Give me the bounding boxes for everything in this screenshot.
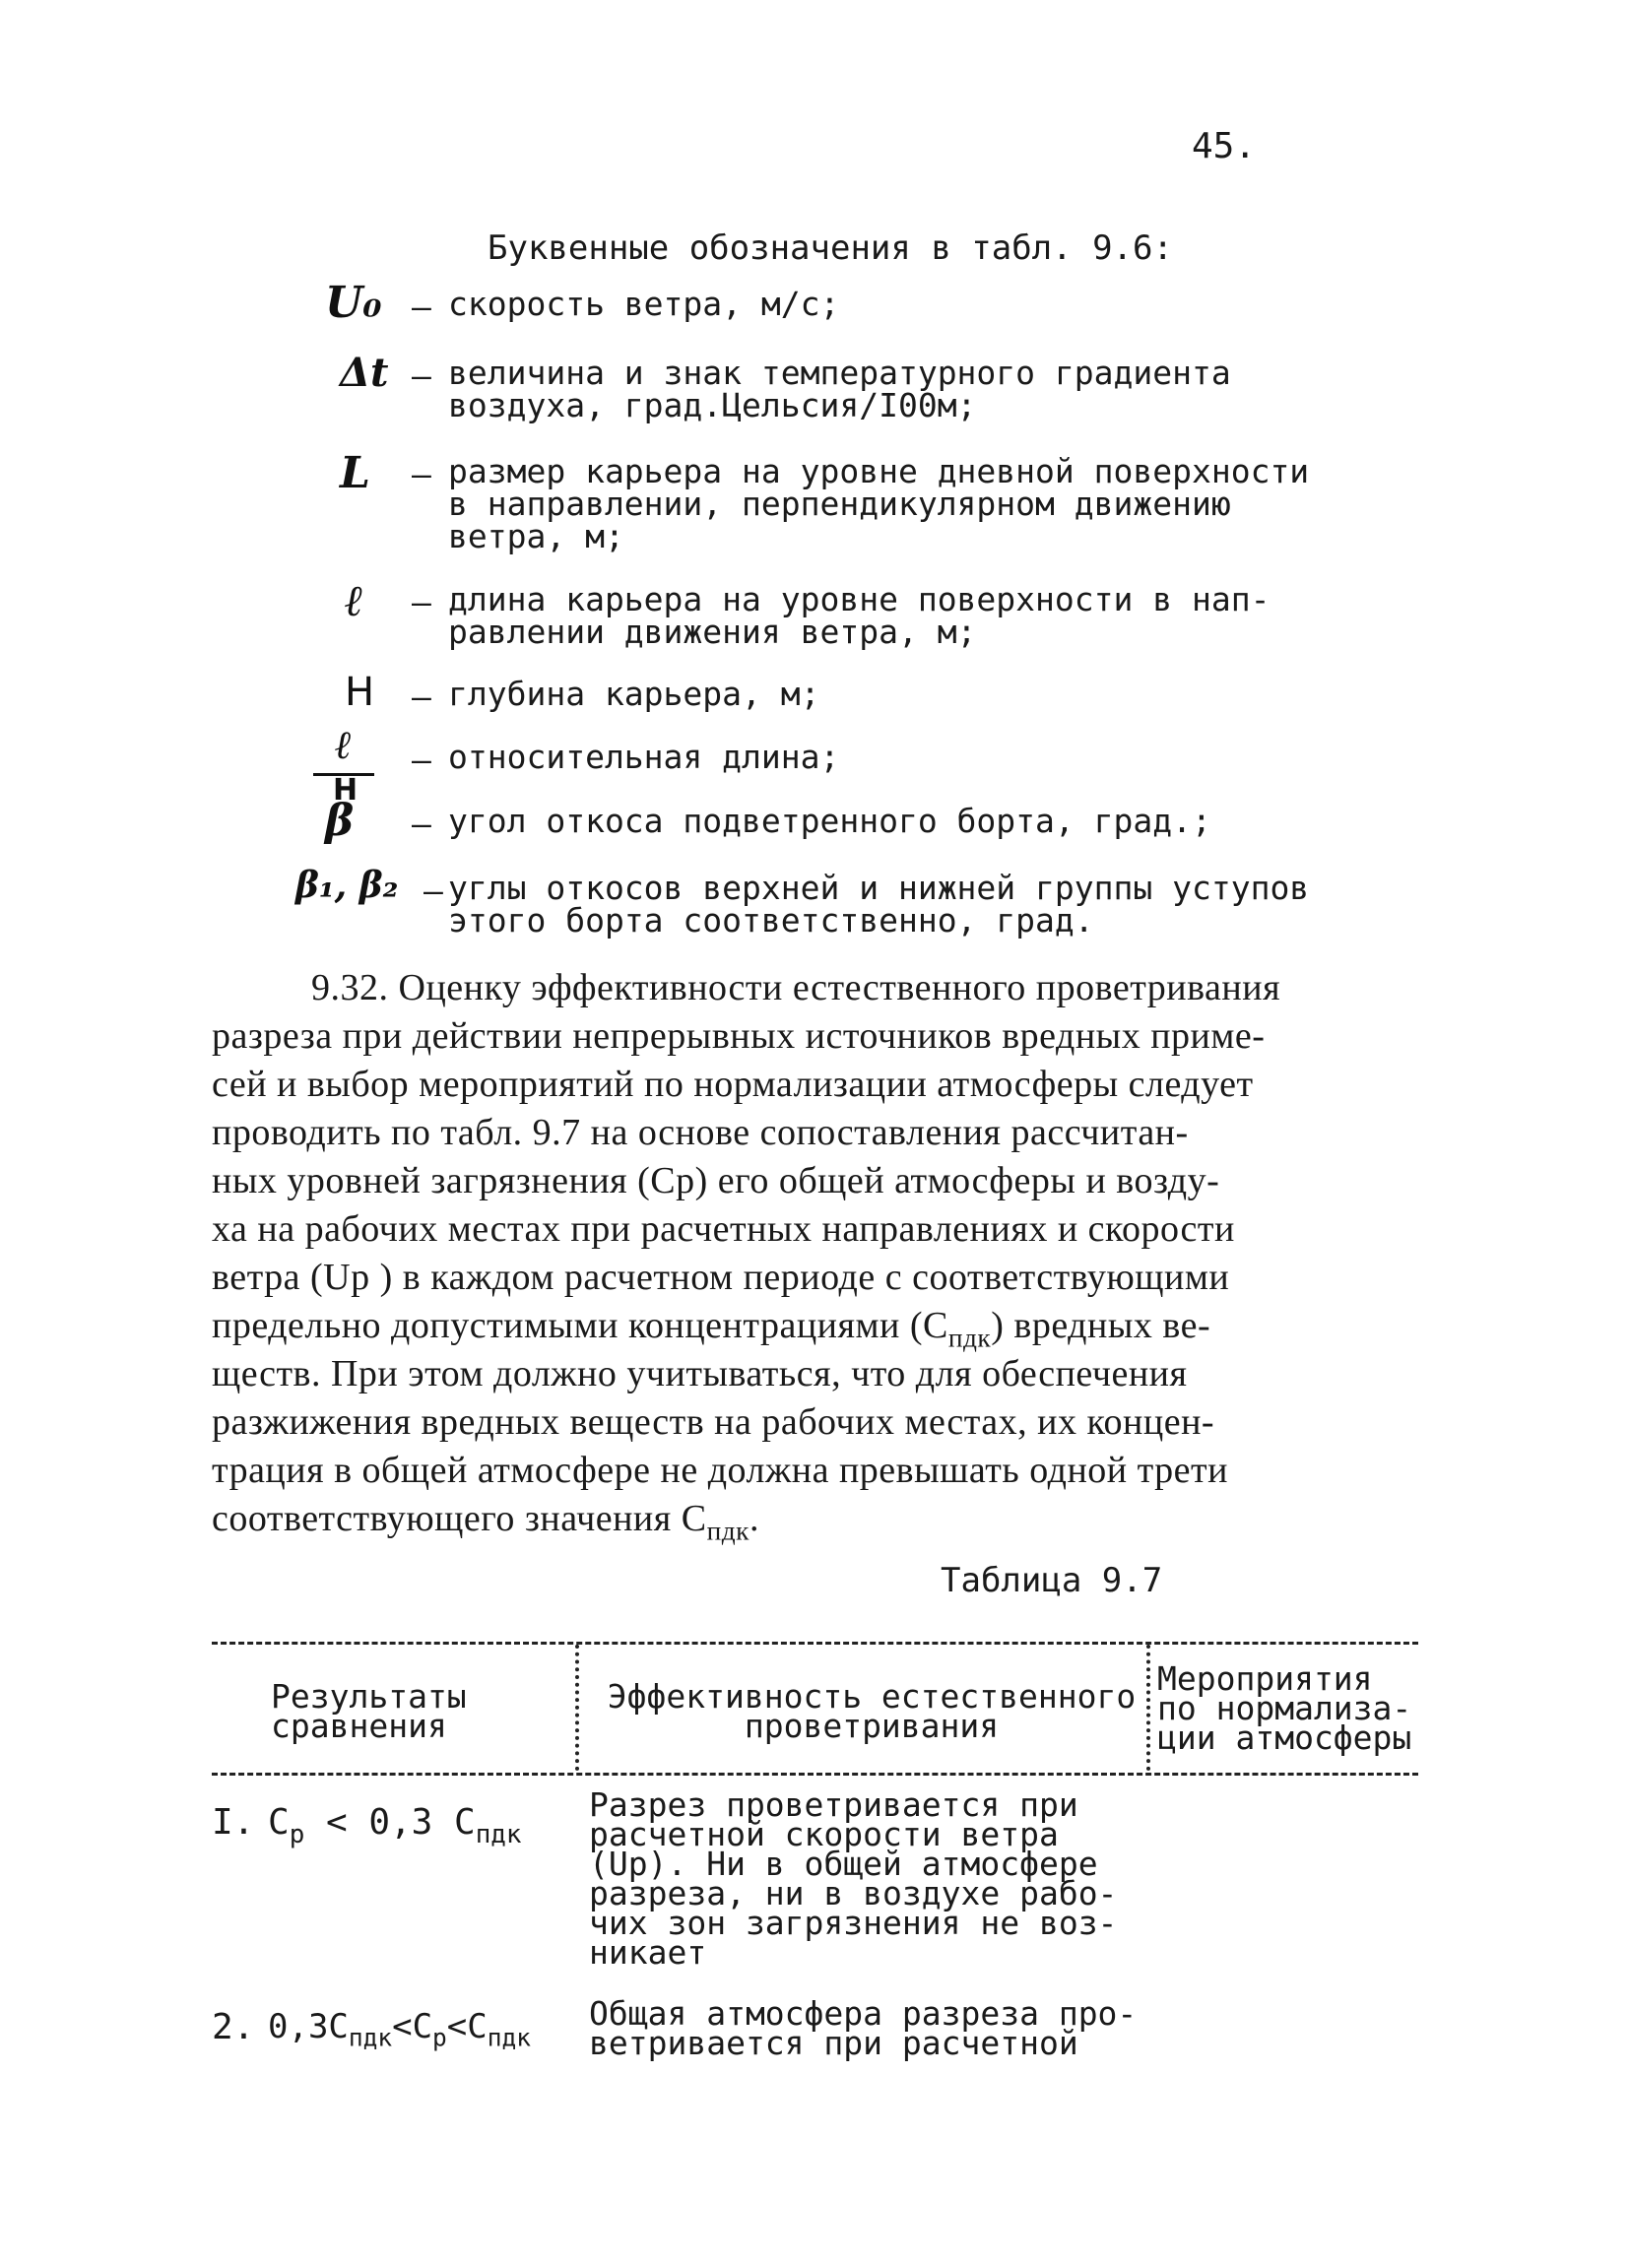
column-separator — [575, 1645, 579, 1771]
header-measures: Мероприятия по нормализа- ции атмосферы — [1157, 1659, 1412, 1757]
paragraph-line — [212, 1301, 1211, 1353]
table-caption: Таблица 9.7 — [941, 1561, 1163, 1600]
legend-text: углы откосов верхней и нижней группы уступов — [448, 869, 1310, 907]
legend-symbol-beta: β — [325, 796, 355, 846]
paragraph-line: проводить по табл. 9.7 на основе сопоставления рассчитан- — [212, 1112, 1189, 1153]
paragraph-text: . — [749, 1498, 759, 1539]
paragraph-line: разжижения вредных веществ на рабочих местах, их концен- — [212, 1401, 1215, 1443]
legend-symbol-u0: U₀ — [325, 278, 382, 328]
legend-symbol-beta12: β₁, β₂ — [295, 865, 399, 906]
paragraph-line: ществ. При этом должно учитываться, что для обеспечения — [212, 1353, 1188, 1394]
legend-symbol-l-width: L — [340, 448, 370, 498]
legend-text: ветра, м; — [448, 517, 624, 555]
row-number: 2. — [212, 2007, 255, 2047]
legend-symbol-delta-t: Δt — [340, 350, 389, 396]
row-number: I. — [212, 1802, 255, 1843]
legend-dash: – — [412, 455, 431, 493]
legend-dash: – — [412, 356, 431, 395]
paragraph-text: соответствующего значения С — [212, 1498, 707, 1539]
legend-dash: – — [412, 678, 431, 716]
subscript-pdk: пдк — [706, 1516, 749, 1546]
header-effectiveness: Эффективность естественного проветривания — [607, 1677, 1137, 1745]
legend-text: относительная длина; — [448, 738, 840, 776]
paragraph-text: ) вредных ве- — [991, 1305, 1211, 1346]
legend-text: воздуха, град.Цельсия/I00м; — [448, 386, 977, 424]
legend-text: величина и знак температурного градиента — [448, 354, 1231, 392]
header-results: Результаты сравнения — [271, 1677, 467, 1745]
paragraph-line: ных уровней загрязнения (Ср) его общей атмосферы и возду- — [212, 1160, 1220, 1201]
legend-symbol-h: H — [345, 670, 375, 715]
paragraph-line — [212, 1494, 759, 1546]
paragraph-text: предельно допустимыми концентрациями (С — [212, 1305, 948, 1346]
legend-dash: – — [412, 288, 431, 326]
paragraph-line: ветра (Uр ) в каждом расчетном периоде с соответствующими — [212, 1257, 1230, 1298]
legend-dash: – — [412, 805, 431, 843]
paragraph-line: сей и выбор мероприятий по нормализации атмосферы следует — [212, 1064, 1254, 1105]
subscript-pdk: пдк — [947, 1323, 992, 1353]
legend-symbol-ratio-num: ℓ — [335, 722, 353, 768]
legend-symbol-ratio-den: H — [333, 773, 358, 808]
paragraph-line: трация в общей атмосфере не должна превышать одной трети — [212, 1450, 1228, 1491]
legend-text: угол откоса подветренного борта, град.; — [448, 802, 1211, 840]
table-top-rule — [212, 1642, 1418, 1645]
legend-text: размер карьера на уровне дневной поверхности — [448, 452, 1310, 490]
legend-text: скорость ветра, м/с; — [448, 285, 840, 323]
row-effect: Разрез проветривается при расчетной скорости ветра (Uр). Ни в общей атмосфере разреза, ни в воздухе рабо- чих зон загрязнения не воз- никает — [589, 1785, 1118, 1972]
legend-text: равлении движения ветра, м; — [448, 613, 977, 651]
paragraph-line: ха на рабочих местах при расчетных направлениях и скорости — [212, 1208, 1235, 1250]
page-number: 45. — [1192, 126, 1257, 166]
row-condition: $C_р < 0,3$ $C_{пдк}$ — [268, 1802, 522, 1850]
legend-dash: – — [412, 741, 431, 779]
legend-dash: – — [412, 583, 431, 621]
table-header-rule — [212, 1773, 1418, 1776]
legend-text: длина карьера на уровне поверхности в нап- — [448, 580, 1271, 618]
paragraph-line: 9.32. Оценку эффективности естественного проветривания — [311, 967, 1281, 1008]
legend-text: этого борта соответственно, град. — [448, 901, 1094, 940]
paragraph-line: разреза при действии непрерывных источников вредных приме- — [212, 1015, 1266, 1057]
legend-text: глубина карьера, м; — [448, 675, 820, 713]
legend-heading: Буквенные обозначения в табл. 9.6: — [488, 228, 1173, 268]
column-separator — [1146, 1645, 1150, 1771]
row-condition: $0,3C_{пдк}<C_р<C_{пдк}$ — [268, 2007, 531, 2052]
row-effect: Общая атмосфера разреза про- ветривается при расчетной — [589, 1994, 1138, 2062]
legend-dash: – — [424, 872, 443, 910]
legend-symbol-l-length: ℓ — [345, 576, 363, 626]
legend-text: в направлении, перпендикулярном движению — [448, 485, 1231, 523]
